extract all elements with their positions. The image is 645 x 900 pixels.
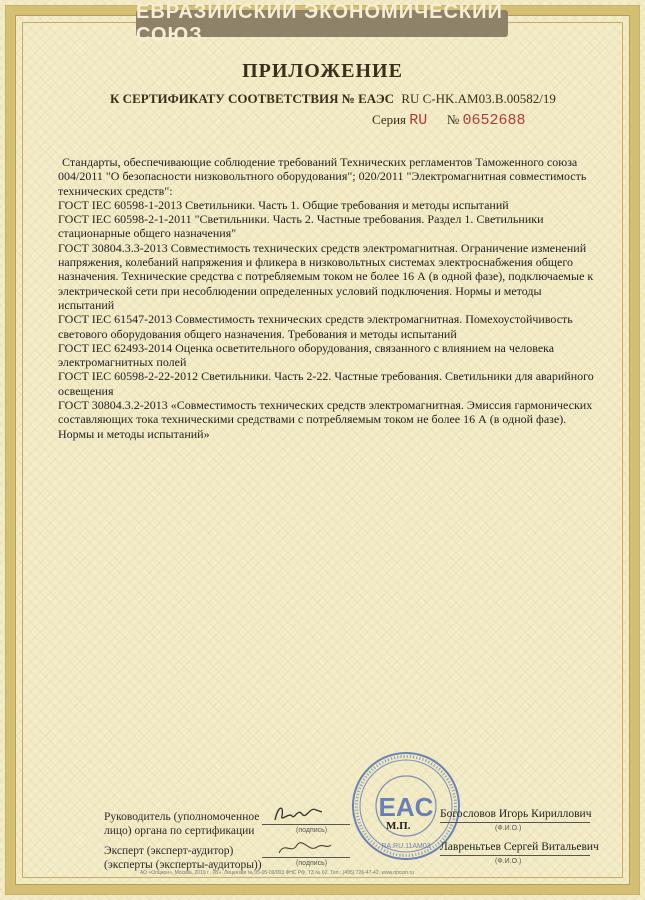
certificate-prefix: К СЕРТИФИКАТУ СООТВЕТСТВИЯ № ЕАЭС <box>110 91 395 106</box>
certificate-reference <box>110 91 556 107</box>
standard-item: ГОСТ 30804.3.3-2013 Совместимость технических средств электромагнитная. Ограничение изменений напряжения, колебаний напряжения и фликера в низковольтных системах электроснабжения общего назначения. Технические средства с потребляемым током не более 16 А (в одной фазе), подключаемые к электрической сети при несоблюдении определенных условий подключения. Нормы и методы испытаний <box>58 240 594 312</box>
standard-item: ГОСТ IEC 62493-2014 Оценка осветительного оборудования, связанного с влиянием на человека электромагнитных полей <box>58 340 555 370</box>
standard-item: ГОСТ IEC 60598-1-2013 Светильники. Часть 1. Общие требования и методы испытаний <box>58 197 509 212</box>
expert-label-line2: (эксперты (эксперты-аудиторы)) <box>104 859 262 871</box>
head-fio-caption: (Ф.И.О.) <box>495 825 522 832</box>
head-label-line2: лицо) органа по сертификации <box>104 825 255 837</box>
series-line <box>372 112 525 129</box>
expert-name-line <box>440 855 590 856</box>
standards-list <box>58 155 598 441</box>
series-label: Серия <box>372 112 407 127</box>
expert-handwritten-signature <box>275 835 335 859</box>
number-label: № <box>446 112 460 127</box>
head-label-line1: Руководитель (уполномоченное <box>104 811 260 823</box>
seal-place-label: М.П. <box>386 820 411 832</box>
expert-fio-caption: (Ф.И.О.) <box>495 858 522 865</box>
printer-footer: АО «Опцион», Москва, 2019 г., «Б». Лицензия № 05-05-09/003 ФНС РФ, ТЗ № 62. Тел.: (495) 726-47-42, www.opcion.ru <box>140 870 414 876</box>
standard-item: ГОСТ IEC 61547-2013 Совместимость технических средств электромагнитная. Помехоустойчивость светового оборудования общего назначения. Требования и методы испытаний <box>58 312 573 341</box>
expert-label-line1: Эксперт (эксперт-аудитор) <box>104 845 234 857</box>
standard-item: ГОСТ 30804.3.2-2013 «Совместимость технических средств электромагнитная. Эмиссия гармонических составляющих тока техническими средствами с потребляемым током не более 16 А (в одной фазе). Нормы и методы испытаний» <box>58 398 593 441</box>
union-banner <box>136 0 508 46</box>
head-signature-caption: (подпись) <box>296 827 328 834</box>
series-value: RU <box>409 112 428 129</box>
head-name: Богословов Игорь Кириллович <box>440 808 592 820</box>
head-handwritten-signature <box>270 798 340 828</box>
expert-name: Лавреньтьев Сергей Витальевич <box>440 841 599 853</box>
certificate-number: RU C-HK.AM03.B.00582/19 <box>401 91 556 106</box>
union-banner-text: ЕВРАЗИЙСКИЙ ЭКОНОМИЧЕСКИЙ СОЮЗ <box>136 0 503 46</box>
standard-item: ГОСТ IEC 60598-2-1-2011 "Светильники. Часть 2. Частные требования. Раздел 1. Светильники стационарные общего назначения" <box>58 212 544 241</box>
expert-signature-caption: (подпись) <box>296 860 328 867</box>
page-title: ПРИЛОЖЕНИЕ <box>242 60 403 82</box>
stamp-bottom-text: RA.RU.11AM03 <box>381 843 431 850</box>
standard-item: ГОСТ IEC 60598-2-22-2012 Светильники. Часть 2-22. Частные требования. Светильники для аварийного освещения <box>58 369 594 398</box>
stamp-center-text: EAC <box>378 792 434 822</box>
inner-border <box>22 22 623 878</box>
head-name-line <box>440 822 590 823</box>
standards-intro: Стандарты, обеспечивающие соблюдение требований Технических регламентов Таможенного союза 004/2011 "О безопасности низковольтного оборудования"; 020/2011 "Электромагнитная совместимость технических средств": <box>58 155 587 198</box>
number-value: 0652688 <box>462 112 526 129</box>
